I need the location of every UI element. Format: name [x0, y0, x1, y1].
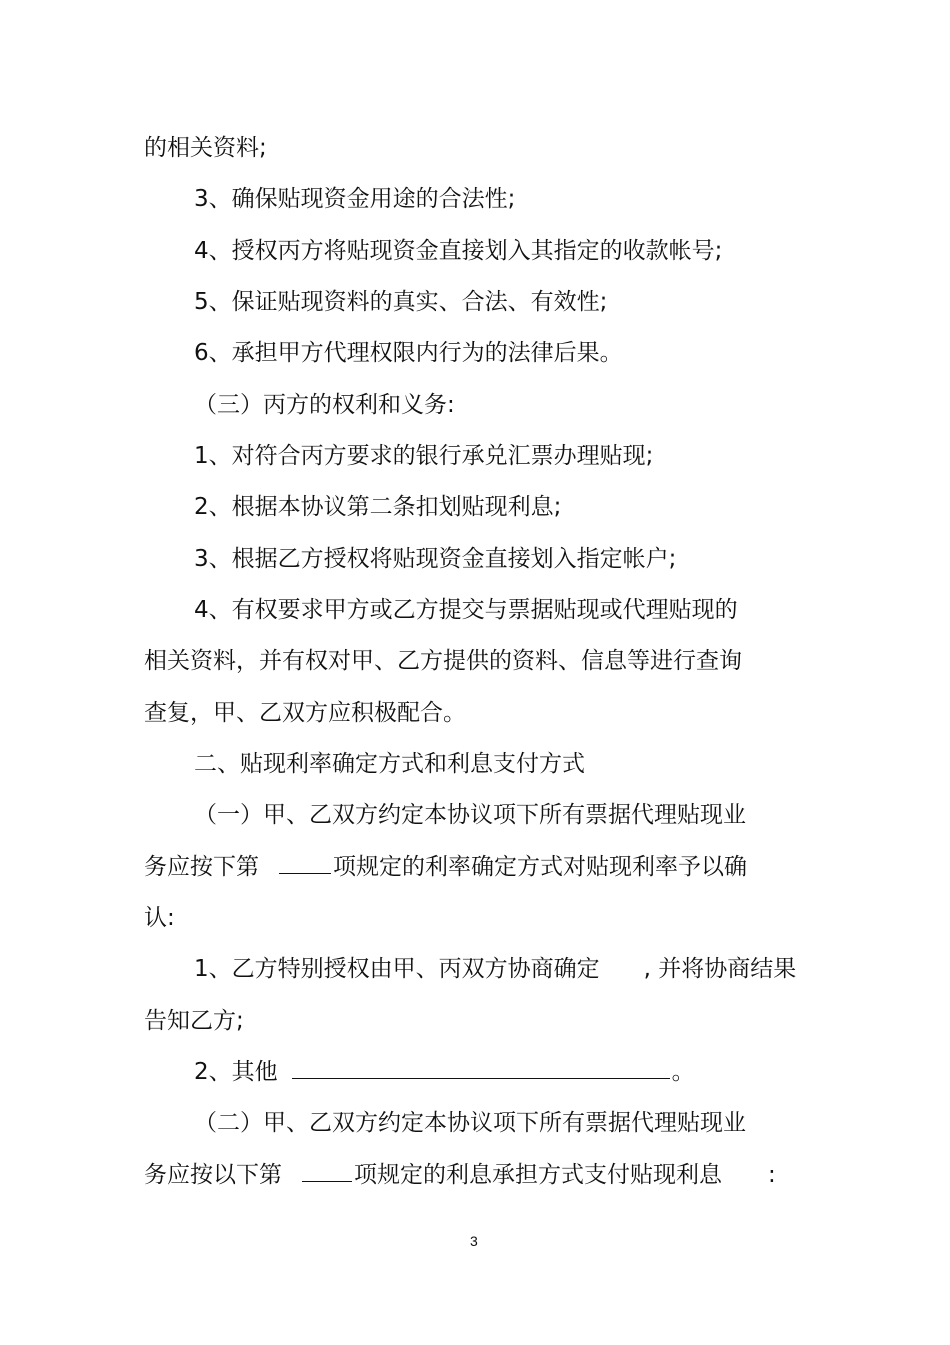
text-segment: , 并将协商结果 — [643, 956, 797, 982]
text-line: 4、有权要求甲方或乙方提交与票据贴现或代理贴现的 — [194, 597, 738, 623]
text-line: 1、对符合丙方要求的银行承兑汇票办理贴现; — [194, 443, 654, 469]
text-line: （一）甲、乙双方约定本协议项下所有票据代理贴现业 — [194, 802, 746, 828]
text-segment: 项规定的利率确定方式对贴现利率予以确 — [333, 854, 747, 880]
text-line — [194, 1057, 695, 1087]
fill-in-blank[interactable] — [279, 853, 331, 874]
fill-in-blank[interactable] — [302, 1161, 352, 1182]
text-line — [144, 852, 747, 882]
section-heading: 二、贴现利率确定方式和利息支付方式 — [194, 751, 585, 777]
text-segment: 务应按以下第 — [144, 1162, 282, 1188]
text-line: 相关资料，并有权对甲、乙方提供的资料、信息等进行查询 — [144, 648, 742, 674]
page-number: 3 — [470, 1233, 478, 1249]
fill-in-blank[interactable] — [292, 1058, 670, 1079]
text-segment: 。 — [671, 1059, 695, 1085]
text-line: 3、根据乙方授权将贴现资金直接划入指定帐户; — [194, 546, 677, 572]
text-segment: 务应按下第 — [144, 854, 259, 880]
text-line — [194, 954, 796, 984]
text-line: 6、承担甲方代理权限内行为的法律后果。 — [194, 340, 623, 366]
text-line: 3、确保贴现资金用途的合法性; — [194, 186, 516, 212]
text-line: 4、授权丙方将贴现资金直接划入其指定的收款帐号; — [194, 238, 723, 264]
text-line: 5、保证贴现资料的真实、合法、有效性; — [194, 289, 608, 315]
text-line: 告知乙方; — [144, 1008, 244, 1034]
text-line: 查复，甲、乙双方应积极配合。 — [144, 700, 466, 726]
section-heading: （三）丙方的权利和义务: — [194, 392, 455, 418]
text-line — [144, 1160, 776, 1190]
text-segment: 2、其他 — [194, 1059, 278, 1085]
text-segment: : — [768, 1162, 776, 1188]
section-heading: （二）甲、乙双方约定本协议项下所有票据代理贴现业 — [194, 1110, 746, 1136]
text-line: 2、根据本协议第二条扣划贴现利息; — [194, 494, 562, 520]
text-segment: 1、乙方特别授权由甲、丙双方协商确定 — [194, 956, 600, 982]
text-line: 认: — [144, 905, 175, 931]
text-segment: 项规定的利息承担方式支付贴现利息 — [354, 1162, 722, 1188]
text-line: 的相关资料; — [144, 135, 267, 161]
